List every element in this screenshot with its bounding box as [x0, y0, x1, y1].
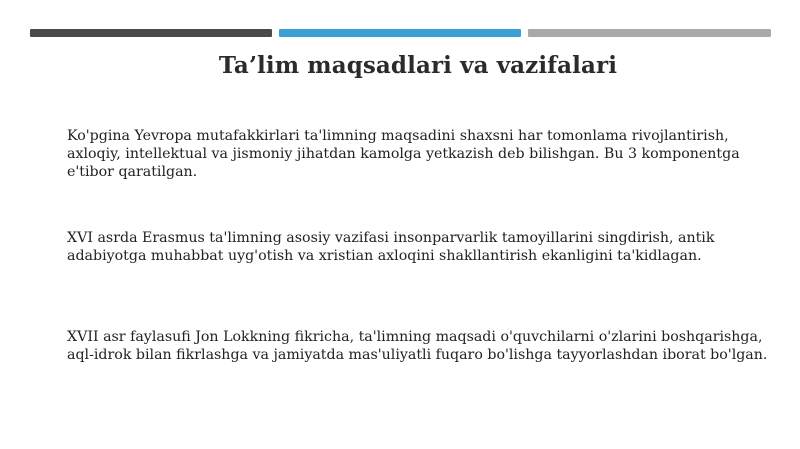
slide-title: Ta’lim maqsadlari va vazifalari	[218, 52, 618, 79]
paragraph-line: aql-idrok bilan fikrlashga va jamiyatda mas'uliyatli fuqaro bo'lishga tayyorlashdan iborat bo'lgan.	[67, 347, 768, 363]
paragraph-line: Ko'pgina Yevropa mutafakkirlari ta'limning maqsadini shaxsni har tomonlama rivojlantirish,	[67, 128, 729, 144]
paragraph-line: axloqiy, intellektual va jismoniy jihatdan kamolga yetkazish deb bilishgan. Bu 3 komponentga	[67, 146, 740, 162]
paragraph-erasmus	[67, 229, 787, 265]
paragraph-line: adabiyotga muhabbat uyg'otish va xristian axloqini shakllantirish ekanligini ta'kidlagan.	[67, 248, 702, 264]
paragraph-line: e'tibor qaratilgan.	[67, 164, 198, 180]
paragraph-line: XVI asrda Erasmus ta'limning asosiy vazifasi insonparvarlik tamoyillarini singdirish, antik	[67, 230, 715, 246]
accent-bar-gray	[528, 29, 771, 37]
paragraph-locke	[67, 328, 787, 364]
accent-bar-blue	[279, 29, 521, 37]
paragraph-europe-thinkers	[67, 127, 787, 181]
paragraph-line: XVII asr faylasufi Jon Lokkning fikricha, ta'limning maqsadi o'quvchilarni o'zlarini boshqarishga,	[67, 329, 763, 345]
accent-bar-dark	[30, 29, 272, 37]
